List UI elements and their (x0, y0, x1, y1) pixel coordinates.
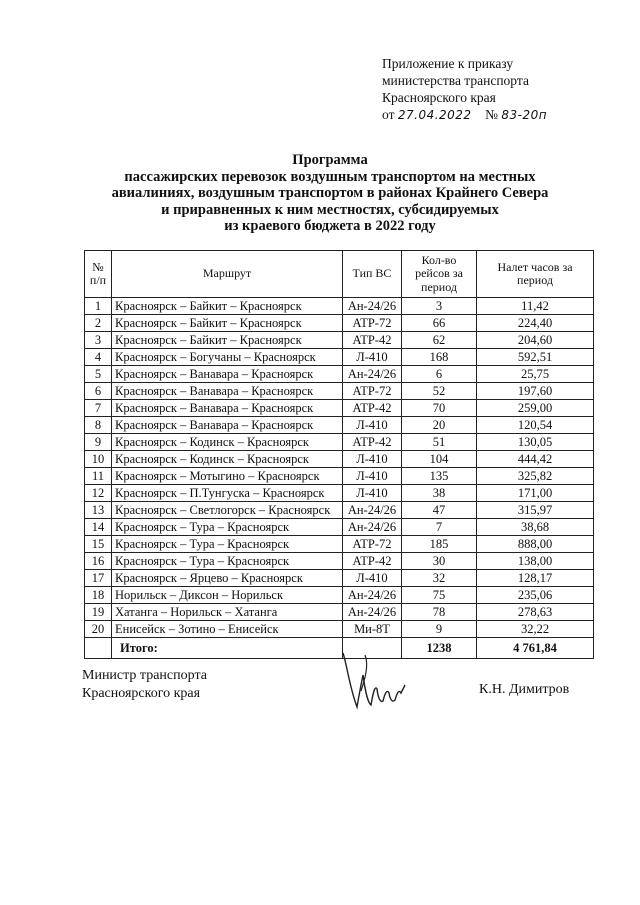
cell-route: Красноярск – Тура – Красноярск (112, 519, 343, 536)
appendix-block (382, 55, 547, 124)
cell-flights: 3 (402, 298, 477, 315)
cell-route: Красноярск – Ярцево – Красноярск (112, 570, 343, 587)
cell-aircraft: Ан-24/26 (343, 298, 402, 315)
cell-route: Красноярск – Богучаны – Красноярск (112, 349, 343, 366)
table-row (85, 519, 594, 536)
cell-aircraft: ATP-42 (343, 553, 402, 570)
cell-num: 13 (85, 502, 112, 519)
cell-num: 11 (85, 468, 112, 485)
cell-aircraft: ATP-42 (343, 332, 402, 349)
cell-num: 1 (85, 298, 112, 315)
cell-route: Красноярск – Кодинск – Красноярск (112, 434, 343, 451)
cell-hours: 120,54 (477, 417, 594, 434)
cell-hours: 197,60 (477, 383, 594, 400)
cell-flights: 6 (402, 366, 477, 383)
table-row (85, 621, 594, 638)
cell-flights: 78 (402, 604, 477, 621)
position-line-2: Красноярского края (82, 686, 201, 701)
cell-hours: 235,06 (477, 587, 594, 604)
cell-hours: 204,60 (477, 332, 594, 349)
number-prefix: № (485, 107, 498, 122)
cell-aircraft: Ан-24/26 (343, 502, 402, 519)
cell-num: 6 (85, 383, 112, 400)
cell-flights: 9 (402, 621, 477, 638)
cell-hours: 888,00 (477, 536, 594, 553)
cell-aircraft: Ан-24/26 (343, 519, 402, 536)
table-row (85, 485, 594, 502)
order-number: 83-20п (501, 108, 548, 122)
cell-flights: 38 (402, 485, 477, 502)
cell-flights: 66 (402, 315, 477, 332)
cell-num: 12 (85, 485, 112, 502)
position-line-1: Министр транспорта (82, 668, 207, 683)
cell-num: 20 (85, 621, 112, 638)
cell-num: 4 (85, 349, 112, 366)
cell-flights: 30 (402, 553, 477, 570)
table-row (85, 434, 594, 451)
cell-flights: 168 (402, 349, 477, 366)
cell-hours: 325,82 (477, 468, 594, 485)
cell-num: 8 (85, 417, 112, 434)
cell-hours: 315,97 (477, 502, 594, 519)
header-num: № п/п (85, 251, 112, 298)
cell-route: Красноярск – Ванавара – Красноярск (112, 417, 343, 434)
cell-aircraft: Ан-24/26 (343, 604, 402, 621)
cell-flights: 20 (402, 417, 477, 434)
cell-route: Красноярск – Кодинск – Красноярск (112, 451, 343, 468)
total-flights: 1238 (402, 638, 477, 659)
cell-num: 18 (85, 587, 112, 604)
document-title (60, 152, 600, 235)
cell-route: Красноярск – Байкит – Красноярск (112, 332, 343, 349)
cell-route: Хатанга – Норильск – Хатанга (112, 604, 343, 621)
header-route: Маршрут (112, 251, 343, 298)
table-row (85, 332, 594, 349)
cell-aircraft: Ан-24/26 (343, 366, 402, 383)
signatory-name: К.Н. Димитров (479, 682, 570, 697)
total-label: Итого: (112, 638, 343, 659)
cell-hours: 224,40 (477, 315, 594, 332)
signatory-position (82, 667, 207, 703)
title-line-5: из краевого бюджета в 2022 году (224, 218, 436, 234)
cell-aircraft: ATP-72 (343, 536, 402, 553)
table-row (85, 502, 594, 519)
cell-flights: 51 (402, 434, 477, 451)
cell-flights: 135 (402, 468, 477, 485)
cell-aircraft: ATP-72 (343, 383, 402, 400)
cell-num: 2 (85, 315, 112, 332)
cell-aircraft: Л-410 (343, 451, 402, 468)
cell-hours: 11,42 (477, 298, 594, 315)
cell-hours: 128,17 (477, 570, 594, 587)
cell-aircraft: Л-410 (343, 349, 402, 366)
cell-num: 15 (85, 536, 112, 553)
cell-num: 9 (85, 434, 112, 451)
table-row (85, 468, 594, 485)
cell-route: Красноярск – Ванавара – Красноярск (112, 366, 343, 383)
cell-route: Красноярск – П.Тунгуска – Красноярск (112, 485, 343, 502)
table-row (85, 604, 594, 621)
cell-num: 10 (85, 451, 112, 468)
title-line-2: пассажирских перевозок воздушным транспортом на местных (124, 168, 536, 185)
header-hours: Налет часов за период (477, 251, 594, 298)
cell-hours: 444,42 (477, 451, 594, 468)
table-row (85, 536, 594, 553)
cell-num: 17 (85, 570, 112, 587)
cell-flights: 47 (402, 502, 477, 519)
cell-route: Красноярск – Ванавара – Красноярск (112, 383, 343, 400)
cell-aircraft: ATP-72 (343, 315, 402, 332)
header-aircraft: Тип ВС (343, 251, 402, 298)
cell-aircraft: Л-410 (343, 570, 402, 587)
cell-aircraft: Л-410 (343, 417, 402, 434)
cell-hours: 32,22 (477, 621, 594, 638)
table-row (85, 298, 594, 315)
cell-flights: 7 (402, 519, 477, 536)
table-row (85, 383, 594, 400)
order-date: 27.04.2022 (397, 108, 472, 122)
title-line-1: Программа (292, 152, 368, 168)
cell-flights: 52 (402, 383, 477, 400)
cell-route: Красноярск – Байкит – Красноярск (112, 298, 343, 315)
table-row (85, 349, 594, 366)
handwritten-signature (335, 645, 415, 715)
cell-route: Енисейск – Зотино – Енисейск (112, 621, 343, 638)
date-prefix: от (382, 107, 395, 122)
cell-route: Красноярск – Тура – Красноярск (112, 536, 343, 553)
program-table (84, 250, 594, 659)
cell-flights: 70 (402, 400, 477, 417)
cell-aircraft: ATP-42 (343, 434, 402, 451)
table-row (85, 417, 594, 434)
cell-num: 7 (85, 400, 112, 417)
cell-flights: 104 (402, 451, 477, 468)
cell-route: Красноярск – Мотыгино – Красноярск (112, 468, 343, 485)
cell-flights: 185 (402, 536, 477, 553)
appendix-line-2: министерства транспорта (382, 73, 529, 88)
cell-aircraft: Ан-24/26 (343, 587, 402, 604)
title-line-4: и приравненных к ним местностях, субсидируемых (161, 201, 499, 218)
title-line-3: авиалиниях, воздушным транспортом в районах Крайнего Севера (111, 185, 549, 201)
table-row (85, 451, 594, 468)
cell-hours: 171,00 (477, 485, 594, 502)
cell-num: 5 (85, 366, 112, 383)
cell-flights: 62 (402, 332, 477, 349)
cell-hours: 259,00 (477, 400, 594, 417)
cell-hours: 130,05 (477, 434, 594, 451)
table-header-row (85, 251, 594, 298)
cell-flights: 32 (402, 570, 477, 587)
cell-route: Красноярск – Светлогорск – Красноярск (112, 502, 343, 519)
cell-flights: 75 (402, 587, 477, 604)
appendix-line-3: Красноярского края (382, 90, 496, 105)
table-body (85, 298, 594, 638)
cell-aircraft: Л-410 (343, 485, 402, 502)
cell-num: 16 (85, 553, 112, 570)
cell-hours: 138,00 (477, 553, 594, 570)
table-row (85, 553, 594, 570)
table-row (85, 366, 594, 383)
table-row (85, 570, 594, 587)
cell-num: 19 (85, 604, 112, 621)
cell-num: 14 (85, 519, 112, 536)
cell-route: Красноярск – Тура – Красноярск (112, 553, 343, 570)
appendix-date-line (382, 106, 547, 124)
total-hours: 4 761,84 (477, 638, 594, 659)
cell-hours: 278,63 (477, 604, 594, 621)
cell-hours: 592,51 (477, 349, 594, 366)
appendix-line-1: Приложение к приказу (382, 56, 514, 71)
cell-route: Норильск – Диксон – Норильск (112, 587, 343, 604)
cell-aircraft: Л-410 (343, 468, 402, 485)
cell-hours: 25,75 (477, 366, 594, 383)
header-flights: Кол-во рейсов за период (402, 251, 477, 298)
cell-aircraft: Ми-8Т (343, 621, 402, 638)
cell-route: Красноярск – Ванавара – Красноярск (112, 400, 343, 417)
table-row (85, 315, 594, 332)
table-row (85, 587, 594, 604)
table-row (85, 400, 594, 417)
cell-hours: 38,68 (477, 519, 594, 536)
cell-route: Красноярск – Байкит – Красноярск (112, 315, 343, 332)
cell-num: 3 (85, 332, 112, 349)
cell-aircraft: ATP-42 (343, 400, 402, 417)
